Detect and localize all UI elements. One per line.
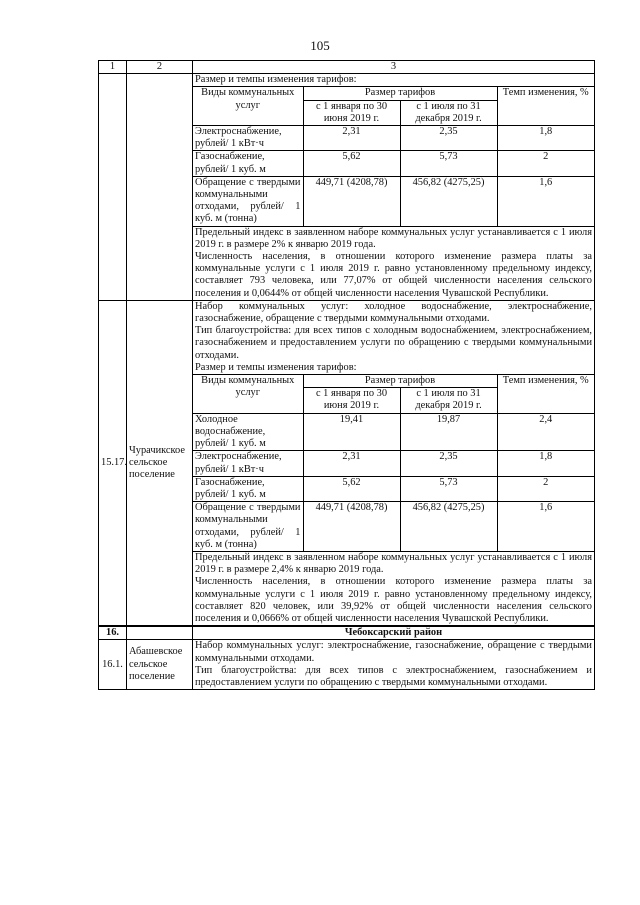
amenity-paragraph: Тип благоустройства: для всех типов с электроснабжением, газоснабжением и предоставлением услуги по обращению с твердыми коммунальными отходами.	[195, 664, 592, 688]
block-settlement-16-1	[99, 640, 595, 690]
tariff-title: Размер и темпы изменения тарифов:	[195, 361, 357, 373]
row-num-empty	[99, 74, 127, 301]
service-name: Обращение с твердыми коммунальными отходами, рублей/ 1 куб. м (тонна)	[193, 176, 303, 226]
tariff-rate: 2	[497, 151, 594, 176]
tariff-row	[193, 126, 594, 151]
service-name: Обращение с твердыми коммунальными отходами, рублей/ 1 куб. м (тонна)	[193, 502, 303, 552]
block2-content	[193, 300, 595, 626]
tariff-value-1: 5,62	[303, 151, 400, 176]
tariff-value-2: 19,87	[400, 413, 497, 451]
th-period-2: с 1 июля по 31 декабря 2019 г.	[400, 100, 497, 125]
th-period-1: с 1 января по 30 июня 2019 г.	[303, 388, 400, 413]
block-previous-settlement	[99, 74, 595, 301]
th-size: Размер тарифов	[303, 87, 497, 100]
tariff-rate: 2,4	[497, 413, 594, 451]
col-header-2: 2	[127, 61, 193, 74]
district-name: Чебоксарский район	[193, 626, 595, 640]
service-name: Газоснабжение, рублей/ 1 куб. м	[193, 151, 303, 176]
tariff-rate: 2	[497, 476, 594, 501]
row-num: 16.1.	[99, 640, 127, 690]
index-paragraph: Предельный индекс в заявленном наборе коммунальных услуг устанавливается с 1 июля 2019 г. в размере 2,4% к январю 2019 года.	[195, 551, 592, 576]
tariff-value-1: 2,31	[303, 451, 400, 476]
tariff-value-2: 2,35	[400, 451, 497, 476]
service-name: Электроснабжение, рублей/ 1 кВт·ч	[193, 451, 303, 476]
tariff-value-2: 456,82 (4275,25)	[400, 502, 497, 552]
services-paragraph: Набор коммунальных услуг: холодное водоснабжение, электроснабжение, газоснабжение, обращение с твердыми коммунальными отходами.	[195, 300, 592, 325]
th-kind: Виды коммунальных услуг	[193, 375, 303, 414]
col-header-3: 3	[193, 61, 595, 74]
service-name: Газоснабжение, рублей/ 1 куб. м	[193, 476, 303, 501]
tariff-title: Размер и темпы изменения тарифов:	[195, 74, 357, 86]
tariff-row	[193, 151, 594, 176]
th-kind: Виды коммунальных услуг	[193, 87, 303, 126]
services-paragraph: Набор коммунальных услуг: электроснабжение, газоснабжение, обращение с твердыми коммунальными отходами.	[195, 640, 592, 664]
tariff-value-2: 2,35	[400, 126, 497, 151]
tariff-value-1: 19,41	[303, 413, 400, 451]
tariff-document-table	[98, 60, 595, 690]
population-paragraph: Численность населения, в отношении которого изменение размера платы за коммунальные услуги с 1 июля 2019 г. равно установленному предельному индексу, составляет 793 человека, или 77,07% от общей численности населения сельского поселения и 0,0644% от общей численности населения Чувашской Республики.	[195, 251, 592, 299]
th-rate: Темп изменения, %	[497, 87, 594, 126]
column-header-row	[99, 61, 595, 74]
th-rate: Темп изменения, %	[497, 375, 594, 414]
tariff-value-2: 456,82 (4275,25)	[400, 176, 497, 226]
settlement-name: Абашевское сельское поселение	[127, 640, 193, 690]
tariff-value-1: 2,31	[303, 126, 400, 151]
th-period-1: с 1 января по 30 июня 2019 г.	[303, 100, 400, 125]
tariff-value-2: 5,73	[400, 476, 497, 501]
tariff-value-1: 5,62	[303, 476, 400, 501]
tariff-row	[193, 176, 594, 226]
tariff-row	[193, 413, 594, 451]
tariff-row	[193, 476, 594, 501]
district-empty	[127, 626, 193, 640]
col-header-1: 1	[99, 61, 127, 74]
district-num: 16.	[99, 626, 127, 640]
tariff-table	[193, 374, 594, 552]
block3-content	[193, 640, 595, 690]
service-name: Электроснабжение, рублей/ 1 кВт·ч	[193, 126, 303, 151]
block-settlement-15-17	[99, 300, 595, 626]
tariff-table	[193, 86, 594, 226]
tariff-rate: 1,8	[497, 126, 594, 151]
block1-content	[193, 74, 595, 301]
tariff-value-2: 5,73	[400, 151, 497, 176]
tariff-row	[193, 451, 594, 476]
amenity-paragraph: Тип благоустройства: для всех типов с холодным водоснабжением, электроснабжением, газоснабжением и предоставлением услуги по обращению с твердыми коммунальными отходами.	[195, 325, 592, 361]
row-name-empty	[127, 74, 193, 301]
tariff-rate: 1,6	[497, 502, 594, 552]
service-name: Холодное водоснабжение, рублей/ 1 куб. м	[193, 413, 303, 451]
page-number: 105	[310, 38, 330, 53]
tariff-value-1: 449,71 (4208,78)	[303, 502, 400, 552]
tariff-rate: 1,6	[497, 176, 594, 226]
tariff-rate: 1,8	[497, 451, 594, 476]
th-period-2: с 1 июля по 31 декабря 2019 г.	[400, 388, 497, 413]
district-row	[99, 626, 595, 640]
row-num: 15.17.	[99, 300, 127, 626]
settlement-name: Чурачикское сельское поселение	[127, 300, 193, 626]
tariff-value-1: 449,71 (4208,78)	[303, 176, 400, 226]
th-size: Размер тарифов	[303, 375, 497, 388]
population-paragraph: Численность населения, в отношении которого изменение размера платы за коммунальные услуги с 1 июля 2019 г. равно установленному предельному индексу, составляет 820 человек, или 39,92% от общей численности населения сельского поселения и 0,0666% от общей численности населения Чувашской Республики.	[195, 576, 592, 624]
index-paragraph: Предельный индекс в заявленном наборе коммунальных услуг устанавливается с 1 июля 2019 г. в размере 2% к январю 2019 года.	[195, 226, 592, 250]
tariff-row	[193, 502, 594, 552]
